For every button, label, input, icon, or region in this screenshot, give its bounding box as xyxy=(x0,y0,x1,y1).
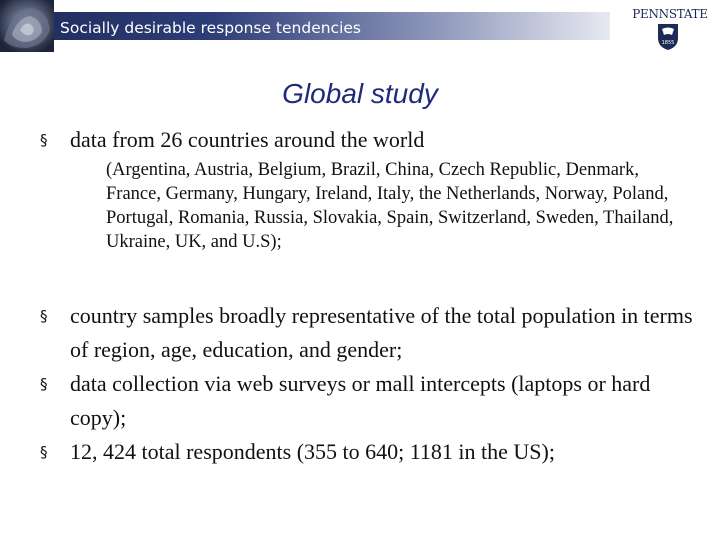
logo-wordmark: PENNSTATE xyxy=(632,7,708,21)
bullet-text: data collection via web surveys or mall intercepts (laptops or hard copy); xyxy=(70,371,651,430)
country-list: (Argentina, Austria, Belgium, Brazil, China, Czech Republic, Denmark, France, Germany, Hungary, Ireland, Italy, the Netherlands, Norway, Poland, Portugal, Romania, Russia, Slovakia, Spain, Switzerland, Sweden, Thailand, Ukraine, UK, and U.S); xyxy=(106,160,674,252)
shield-icon xyxy=(657,23,679,51)
bullet-item xyxy=(40,299,700,367)
bullet-item xyxy=(40,367,700,435)
bullet-marker: § xyxy=(40,307,48,325)
bullet-item xyxy=(40,435,700,469)
slide-title: Global study xyxy=(282,78,438,109)
bullet-text: country samples broadly representative of the total population in terms of region, age, education, and gender; xyxy=(70,303,693,362)
bullet-marker: § xyxy=(40,131,48,149)
logo-year: 1855 xyxy=(661,40,675,46)
bullet-text: data from 26 countries around the world xyxy=(70,127,425,152)
bullet-text: 12, 424 total respondents (355 to 640; 1181 in the US); xyxy=(70,439,555,464)
header-title: Socially desirable response tendencies xyxy=(60,19,362,37)
bullet-item xyxy=(40,123,700,157)
bullet-marker: § xyxy=(40,443,48,461)
corner-image xyxy=(0,0,54,52)
pennstate-logo xyxy=(622,5,718,53)
bullet-marker: § xyxy=(40,375,48,393)
